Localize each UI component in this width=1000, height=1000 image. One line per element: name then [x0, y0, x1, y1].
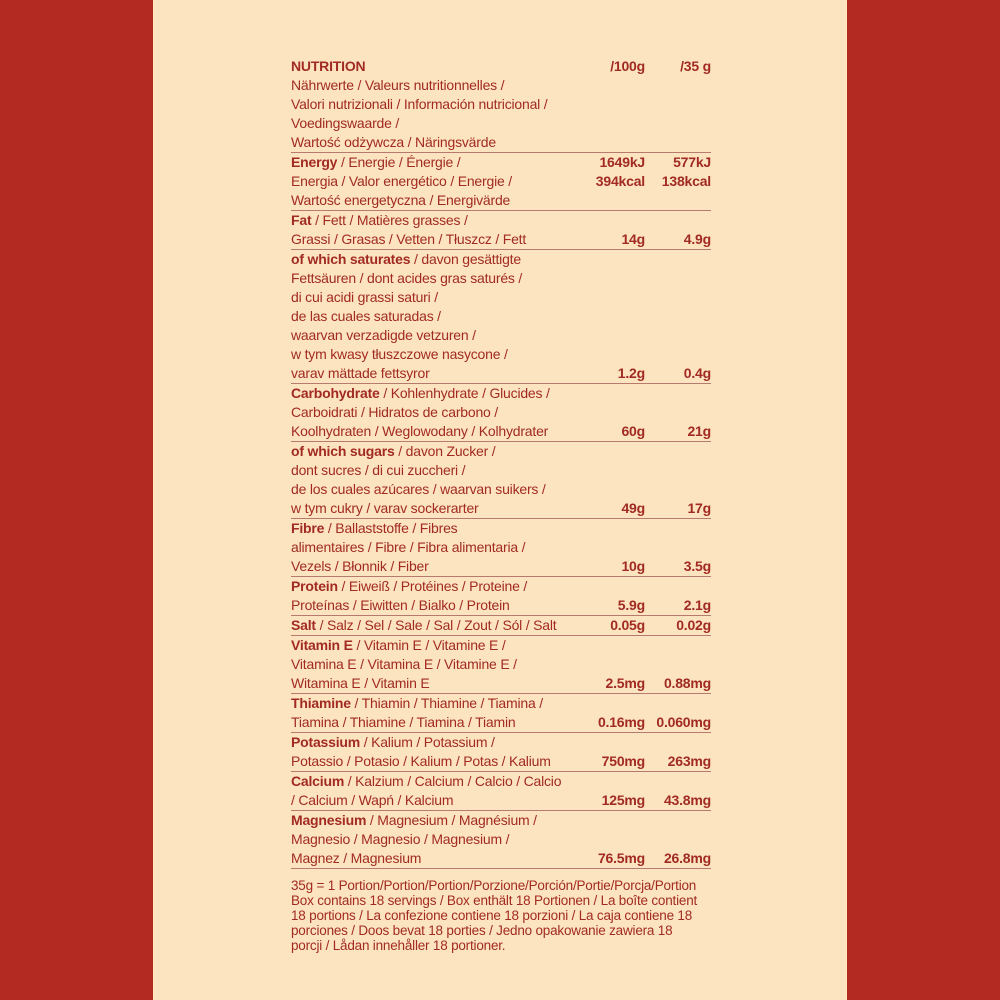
- nutrient-name: [291, 752, 575, 771]
- value-per-portion: [645, 733, 711, 752]
- table-header: [291, 57, 711, 153]
- value-per-portion: [645, 191, 711, 210]
- footer-line: Box contains 18 servings / Box enthält 18 Portionen / La boîte contient: [291, 893, 698, 908]
- value-per-100g: [575, 519, 645, 538]
- nutrient-translations: / Calcium / Wapń / Kalcium: [291, 792, 454, 808]
- value-per-100g: [575, 655, 645, 674]
- value-per-portion: [645, 655, 711, 674]
- nutrition-table: [291, 57, 711, 953]
- value-per-portion: [645, 694, 711, 713]
- subtitle-line: Valori nutrizionali / Información nutricional /: [291, 96, 548, 112]
- nutrient-name: [291, 713, 575, 732]
- value-per-portion: 0.060mg: [656, 714, 711, 730]
- value-per-portion: [645, 403, 711, 422]
- nutrient-bold-name: of which sugars: [291, 443, 395, 459]
- nutrient-bold-name: Protein: [291, 578, 338, 594]
- nutrient-name: [291, 326, 575, 345]
- value-per-100g: [575, 384, 645, 403]
- nutrient-bold-name: of which saturates: [291, 251, 411, 267]
- nutrient-translations: Witamina E / Vitamin E: [291, 675, 430, 691]
- nutrient-name: [291, 480, 575, 499]
- nutrient-row: [291, 211, 711, 250]
- value-per-100g: [575, 345, 645, 364]
- nutrient-row: [291, 811, 711, 869]
- value-per-portion: 0.4g: [683, 365, 711, 381]
- footer-line: 18 portions / La confezione contiene 18 porzioni / La caja contiene 18: [291, 908, 693, 923]
- value-per-100g: [575, 307, 645, 326]
- value-per-portion: [645, 288, 711, 307]
- nutrient-translations: / Fett / Matières grasses /: [311, 212, 468, 228]
- value-per-100g: 76.5mg: [597, 850, 645, 866]
- value-per-portion: 577kJ: [673, 154, 711, 170]
- value-per-100g: [575, 191, 645, 210]
- nutrient-translations: Magnesio / Magnesio / Magnesium /: [291, 831, 510, 847]
- nutrient-name: [291, 733, 575, 752]
- value-per-100g: 1649kJ: [599, 154, 645, 170]
- nutrient-row: [291, 733, 711, 772]
- nutrient-name: [291, 849, 575, 868]
- value-per-portion: 43.8mg: [663, 792, 711, 808]
- nutrient-name: [291, 596, 575, 615]
- value-per-100g: 394kcal: [595, 173, 645, 189]
- subtitle-line: Wartość odżywcza / Näringsvärde: [291, 134, 496, 150]
- value-per-100g: 14g: [621, 231, 645, 247]
- value-per-100g: 0.05g: [610, 617, 645, 633]
- nutrient-translations: waarvan verzadigde vetzuren /: [291, 327, 476, 343]
- nutrient-name: [291, 345, 575, 364]
- value-per-100g: [575, 636, 645, 655]
- nutrient-translations: w tym kwasy tłuszczowe nasycone /: [291, 346, 508, 362]
- nutrient-name: [291, 538, 575, 557]
- nutrient-rows: [291, 153, 711, 869]
- value-per-100g: [575, 538, 645, 557]
- nutrient-name: [291, 772, 575, 791]
- nutrient-name: [291, 499, 575, 518]
- nutrient-translations: / Eiweiß / Protéines / Proteine /: [337, 578, 528, 594]
- nutrient-translations: di cui acidi grassi saturi /: [291, 289, 438, 305]
- nutrient-translations: / Thiamin / Thiamine / Tiamina /: [350, 695, 543, 711]
- value-per-portion: [645, 307, 711, 326]
- nutrient-translations: / Kalzium / Calcium / Calcio / Calcio: [344, 773, 562, 789]
- nutrient-translations: varav mättade fettsyror: [291, 365, 430, 381]
- nutrient-bold-name: Magnesium: [291, 812, 367, 828]
- nutrient-translations: w tym cukry / varav sockerarter: [291, 500, 479, 516]
- nutrient-name: [291, 384, 575, 403]
- value-per-portion: [645, 269, 711, 288]
- nutrient-name: [291, 307, 575, 326]
- value-per-100g: 125mg: [601, 792, 645, 808]
- value-per-portion: 26.8mg: [663, 850, 711, 866]
- value-per-100g: [575, 694, 645, 713]
- value-per-100g: [575, 461, 645, 480]
- nutrient-row: [291, 577, 711, 616]
- value-per-portion: [645, 830, 711, 849]
- nutrient-translations: Proteínas / Eiwitten / Bialko / Protein: [291, 597, 510, 613]
- value-per-portion: [645, 461, 711, 480]
- nutrient-translations: Vezels / Błonnik / Fiber: [291, 558, 429, 574]
- nutrient-translations: dont sucres / di cui zuccheri /: [291, 462, 466, 478]
- nutrient-bold-name: Vitamin E: [291, 637, 353, 653]
- value-per-portion: 263mg: [667, 753, 711, 769]
- value-per-portion: [645, 772, 711, 791]
- nutrient-name: [291, 422, 575, 441]
- value-per-100g: [575, 811, 645, 830]
- value-per-portion: [645, 211, 711, 230]
- nutrient-name: [291, 830, 575, 849]
- nutrient-translations: / Salz / Sel / Sale / Sal / Zout / Sól / Salt: [315, 617, 557, 633]
- value-per-portion: 0.02g: [676, 617, 711, 633]
- nutrient-name: [291, 694, 575, 713]
- value-per-portion: [645, 636, 711, 655]
- nutrient-name: [291, 403, 575, 422]
- nutrient-translations: Grassi / Grasas / Vetten / Tłuszcz / Fett: [291, 231, 527, 247]
- nutrient-name: [291, 153, 575, 172]
- value-per-100g: [575, 480, 645, 499]
- nutrient-name: [291, 557, 575, 576]
- nutrient-name: [291, 811, 575, 830]
- nutrient-row: [291, 384, 711, 442]
- nutrient-name: [291, 442, 575, 461]
- nutrient-name: [291, 616, 575, 635]
- nutrient-name: [291, 191, 575, 210]
- per-100g-header: /100g: [610, 58, 645, 74]
- nutrient-translations: Tiamina / Thiamine / Tiamina / Tiamin: [291, 714, 516, 730]
- nutrient-bold-name: Carbohydrate: [291, 385, 380, 401]
- value-per-100g: 0.16mg: [597, 714, 645, 730]
- nutrient-translations: / Magnesium / Magnésium /: [366, 812, 537, 828]
- nutrient-translations: Energia / Valor energético / Energie /: [291, 173, 512, 189]
- nutrient-name: [291, 674, 575, 693]
- value-per-100g: [575, 442, 645, 461]
- nutrient-translations: Fettsäuren / dont acides gras saturés /: [291, 270, 523, 286]
- value-per-100g: 5.9g: [617, 597, 645, 613]
- footer-line: 35g = 1 Portion/Portion/Portion/Porzione/Porción/Portie/Porcja/Portion: [291, 878, 697, 893]
- value-per-100g: 750mg: [601, 753, 645, 769]
- value-per-100g: [575, 326, 645, 345]
- nutrient-name: [291, 577, 575, 596]
- value-per-portion: [645, 519, 711, 538]
- nutrient-name: [291, 172, 575, 191]
- value-per-100g: [575, 211, 645, 230]
- value-per-portion: [645, 250, 711, 269]
- value-per-portion: 2.1g: [683, 597, 711, 613]
- nutrient-bold-name: Thiamine: [291, 695, 351, 711]
- nutrient-row: [291, 250, 711, 384]
- value-per-100g: 60g: [621, 423, 645, 439]
- nutrient-translations: / Vitamin E / Vitamine E /: [352, 637, 506, 653]
- value-per-100g: [575, 772, 645, 791]
- value-per-portion: [645, 326, 711, 345]
- nutrient-row: [291, 442, 711, 519]
- nutrient-translations: alimentaires / Fibre / Fibra alimentaria /: [291, 539, 526, 555]
- nutrient-translations: de las cuales saturadas /: [291, 308, 441, 324]
- nutrient-translations: Koolhydraten / Weglowodany / Kolhydrater: [291, 423, 549, 439]
- value-per-portion: 21g: [687, 423, 711, 439]
- nutrient-row: [291, 636, 711, 694]
- nutrient-bold-name: Salt: [291, 617, 316, 633]
- nutrient-translations: Vitamina E / Vitamina E / Vitamine E /: [291, 656, 517, 672]
- nutrient-translations: / Kalium / Potassium /: [360, 734, 495, 750]
- value-per-100g: 1.2g: [617, 365, 645, 381]
- nutrient-translations: de los cuales azúcares / waarvan suikers /: [291, 481, 546, 497]
- value-per-100g: [575, 250, 645, 269]
- value-per-100g: 2.5mg: [605, 675, 645, 691]
- subtitle-line: Voedingswaarde /: [291, 115, 400, 131]
- nutrient-name: [291, 791, 575, 810]
- value-per-portion: 17g: [687, 500, 711, 516]
- nutrient-bold-name: Energy: [291, 154, 338, 170]
- value-per-portion: [645, 345, 711, 364]
- nutrient-bold-name: Fibre: [291, 520, 325, 536]
- nutrient-translations: Potassio / Potasio / Kalium / Potas / Kalium: [291, 753, 551, 769]
- value-per-100g: [575, 577, 645, 596]
- value-per-portion: [645, 384, 711, 403]
- footer-line: porcji / Lådan innehåller 18 portioner.: [291, 938, 506, 953]
- value-per-portion: [645, 538, 711, 557]
- value-per-portion: [645, 811, 711, 830]
- nutrient-name: [291, 636, 575, 655]
- nutrient-row: [291, 616, 711, 636]
- nutrient-name: [291, 461, 575, 480]
- nutrient-name: [291, 211, 575, 230]
- value-per-100g: [575, 269, 645, 288]
- nutrient-name: [291, 364, 575, 383]
- value-per-portion: 0.88mg: [663, 675, 711, 691]
- nutrient-row: [291, 153, 711, 211]
- value-per-portion: [645, 577, 711, 596]
- nutrient-translations: / davon Zucker /: [394, 443, 496, 459]
- nutrient-translations: Wartość energetyczna / Energivärde: [291, 192, 511, 208]
- nutrient-bold-name: Potassium: [291, 734, 360, 750]
- nutrient-translations: Carboidrati / Hidratos de carbono /: [291, 404, 498, 420]
- nutrient-name: [291, 269, 575, 288]
- nutrient-translations: / davon gesättigte: [410, 251, 521, 267]
- value-per-portion: 3.5g: [683, 558, 711, 574]
- nutrient-bold-name: Fat: [291, 212, 312, 228]
- subtitle-line: Nährwerte / Valeurs nutritionnelles /: [291, 77, 505, 93]
- value-per-100g: [575, 403, 645, 422]
- nutrient-name: [291, 230, 575, 249]
- nutrition-title: NUTRITION: [291, 58, 366, 74]
- per-portion-header: /35 g: [680, 58, 711, 74]
- value-per-100g: [575, 733, 645, 752]
- nutrient-name: [291, 655, 575, 674]
- value-per-100g: 49g: [621, 500, 645, 516]
- value-per-100g: [575, 288, 645, 307]
- nutrient-bold-name: Calcium: [291, 773, 345, 789]
- nutrient-row: [291, 694, 711, 733]
- nutrient-translations: Magnez / Magnesium: [291, 850, 422, 866]
- nutrient-name: [291, 519, 575, 538]
- value-per-portion: [645, 442, 711, 461]
- nutrient-translations: / Ballaststoffe / Fibres: [324, 520, 458, 536]
- nutrient-name: [291, 250, 575, 269]
- value-per-100g: [575, 830, 645, 849]
- value-per-portion: 4.9g: [683, 231, 711, 247]
- footer-line: porciones / Doos bevat 18 porties / Jedno opakowanie zawiera 18: [291, 923, 673, 938]
- nutrient-translations: / Kohlenhydrate / Glucides /: [379, 385, 550, 401]
- nutrient-translations: / Energie / Énergie /: [337, 154, 461, 170]
- nutrient-name: [291, 288, 575, 307]
- portion-footer: [291, 878, 711, 953]
- nutrient-row: [291, 519, 711, 577]
- nutrient-row: [291, 772, 711, 811]
- value-per-100g: 10g: [621, 558, 645, 574]
- value-per-portion: [645, 480, 711, 499]
- value-per-portion: 138kcal: [661, 173, 711, 189]
